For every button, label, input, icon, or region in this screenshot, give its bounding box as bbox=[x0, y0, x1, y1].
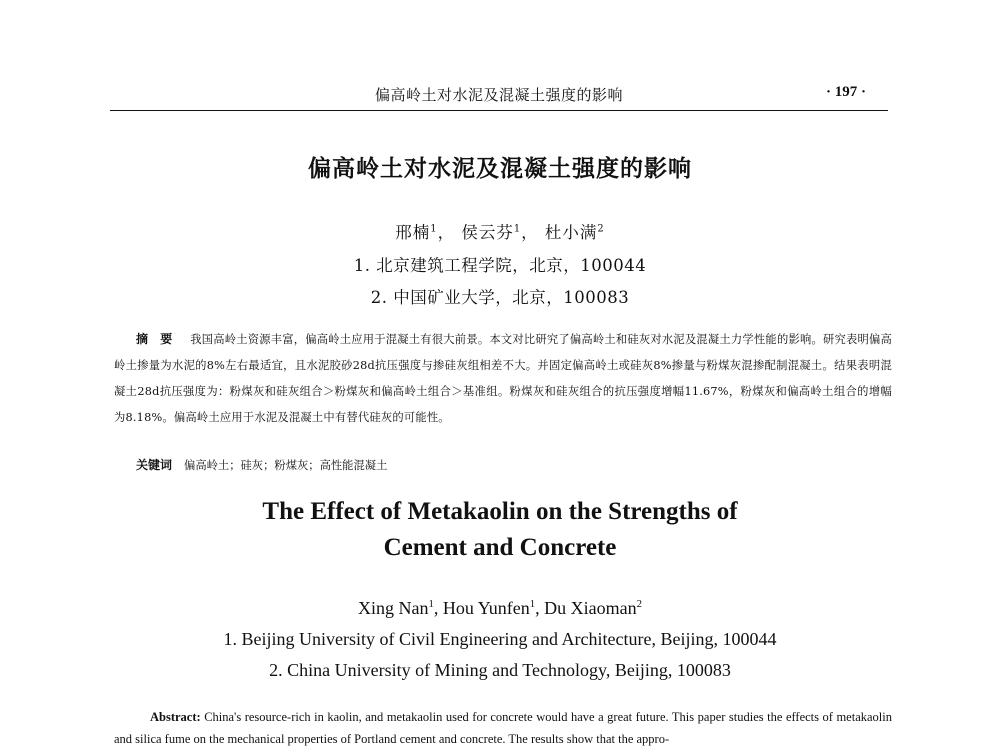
keywords-chinese bbox=[136, 456, 896, 473]
header-rule bbox=[110, 110, 888, 111]
abstract-label-chinese: 摘 要 bbox=[136, 332, 177, 346]
author-name: 杜小满 bbox=[544, 223, 598, 242]
affiliation-english-1: 1. Beijing University of Civil Engineering and Architecture, Beijing, 100044 bbox=[223, 629, 777, 649]
page-number: · 197 · bbox=[825, 84, 866, 100]
author-affil-mark: 1 bbox=[430, 223, 438, 235]
title-english-line-2: Cement and Concrete bbox=[383, 534, 617, 561]
title-chinese: 偏高岭土对水泥及混凝土强度的影响 bbox=[308, 155, 692, 182]
author-name: 邢楠 bbox=[395, 223, 431, 242]
authors-chinese bbox=[0, 219, 1000, 243]
abstract-label-english: Abstract: bbox=[150, 710, 201, 724]
abstract-english bbox=[114, 706, 892, 750]
keywords-text-chinese: 偏高岭土；硅灰；粉煤灰；高性能混凝土 bbox=[184, 459, 388, 472]
author-name: Hou Yunfen bbox=[442, 598, 530, 618]
affiliation-english-2: 2. China University of Mining and Technology, Beijing, 100083 bbox=[269, 660, 731, 680]
author-affil-mark: 2 bbox=[636, 598, 643, 610]
keywords-label-chinese: 关键词 bbox=[136, 458, 173, 472]
author-separator: ， bbox=[521, 223, 539, 242]
author-name: Xing Nan bbox=[357, 598, 429, 618]
abstract-text-chinese: 我国高岭土资源丰富，偏高岭土应用于混凝土有很大前景。本文对比研究了偏高岭土和硅灰对水泥及混凝土力学性能的影响。研究表明偏高岭土掺量为水泥的8%左右最适宜，且水泥胶砂28d抗压强度与掺硅灰组相差不大。并固定偏高岭土或硅灰8%掺量与粉煤灰混掺配制混凝土。结果表明混凝土28d抗压强度为：粉煤灰和硅灰组合＞粉煤灰和偏高岭土组合＞基准组。粉煤灰和硅灰组合的抗压强度增幅11.67%，粉煤灰和偏高岭土组合的增幅为8.18%。偏高岭土应用于水泥及混凝土中有替代硅灰的可能性。 bbox=[114, 333, 892, 424]
author-separator: , bbox=[433, 598, 443, 618]
title-english-line-1: The Effect of Metakaolin on the Strengths of bbox=[262, 498, 738, 525]
author-separator: ， bbox=[437, 223, 456, 242]
author-affil-mark: 1 bbox=[428, 598, 434, 610]
affiliation-chinese-2: 2. 中国矿业大学，北京，100083 bbox=[370, 288, 630, 307]
author-affil-mark: 2 bbox=[597, 223, 605, 235]
authors-english bbox=[0, 598, 1000, 619]
affiliation-chinese-1: 1. 北京建筑工程学院，北京，100044 bbox=[353, 256, 647, 275]
author-affil-mark: 1 bbox=[513, 223, 522, 235]
author-separator: , bbox=[535, 598, 545, 618]
author-name: Du Xiaoman bbox=[544, 598, 637, 618]
author-affil-mark: 1 bbox=[529, 598, 536, 610]
title-english bbox=[0, 494, 1000, 566]
author-name: 侯云芬 bbox=[461, 223, 514, 242]
abstract-chinese bbox=[114, 326, 892, 431]
running-header bbox=[110, 84, 888, 110]
running-title: 偏高岭土对水泥及混凝土强度的影响 bbox=[374, 86, 623, 104]
abstract-text-english: China's resource-rich in kaolin, and metakaolin used for concrete would have a great future. This paper studies the effects of metakaolin and silica fume on the mechanical properties of Portland cement and concrete. The results show that the appro- bbox=[114, 710, 892, 746]
